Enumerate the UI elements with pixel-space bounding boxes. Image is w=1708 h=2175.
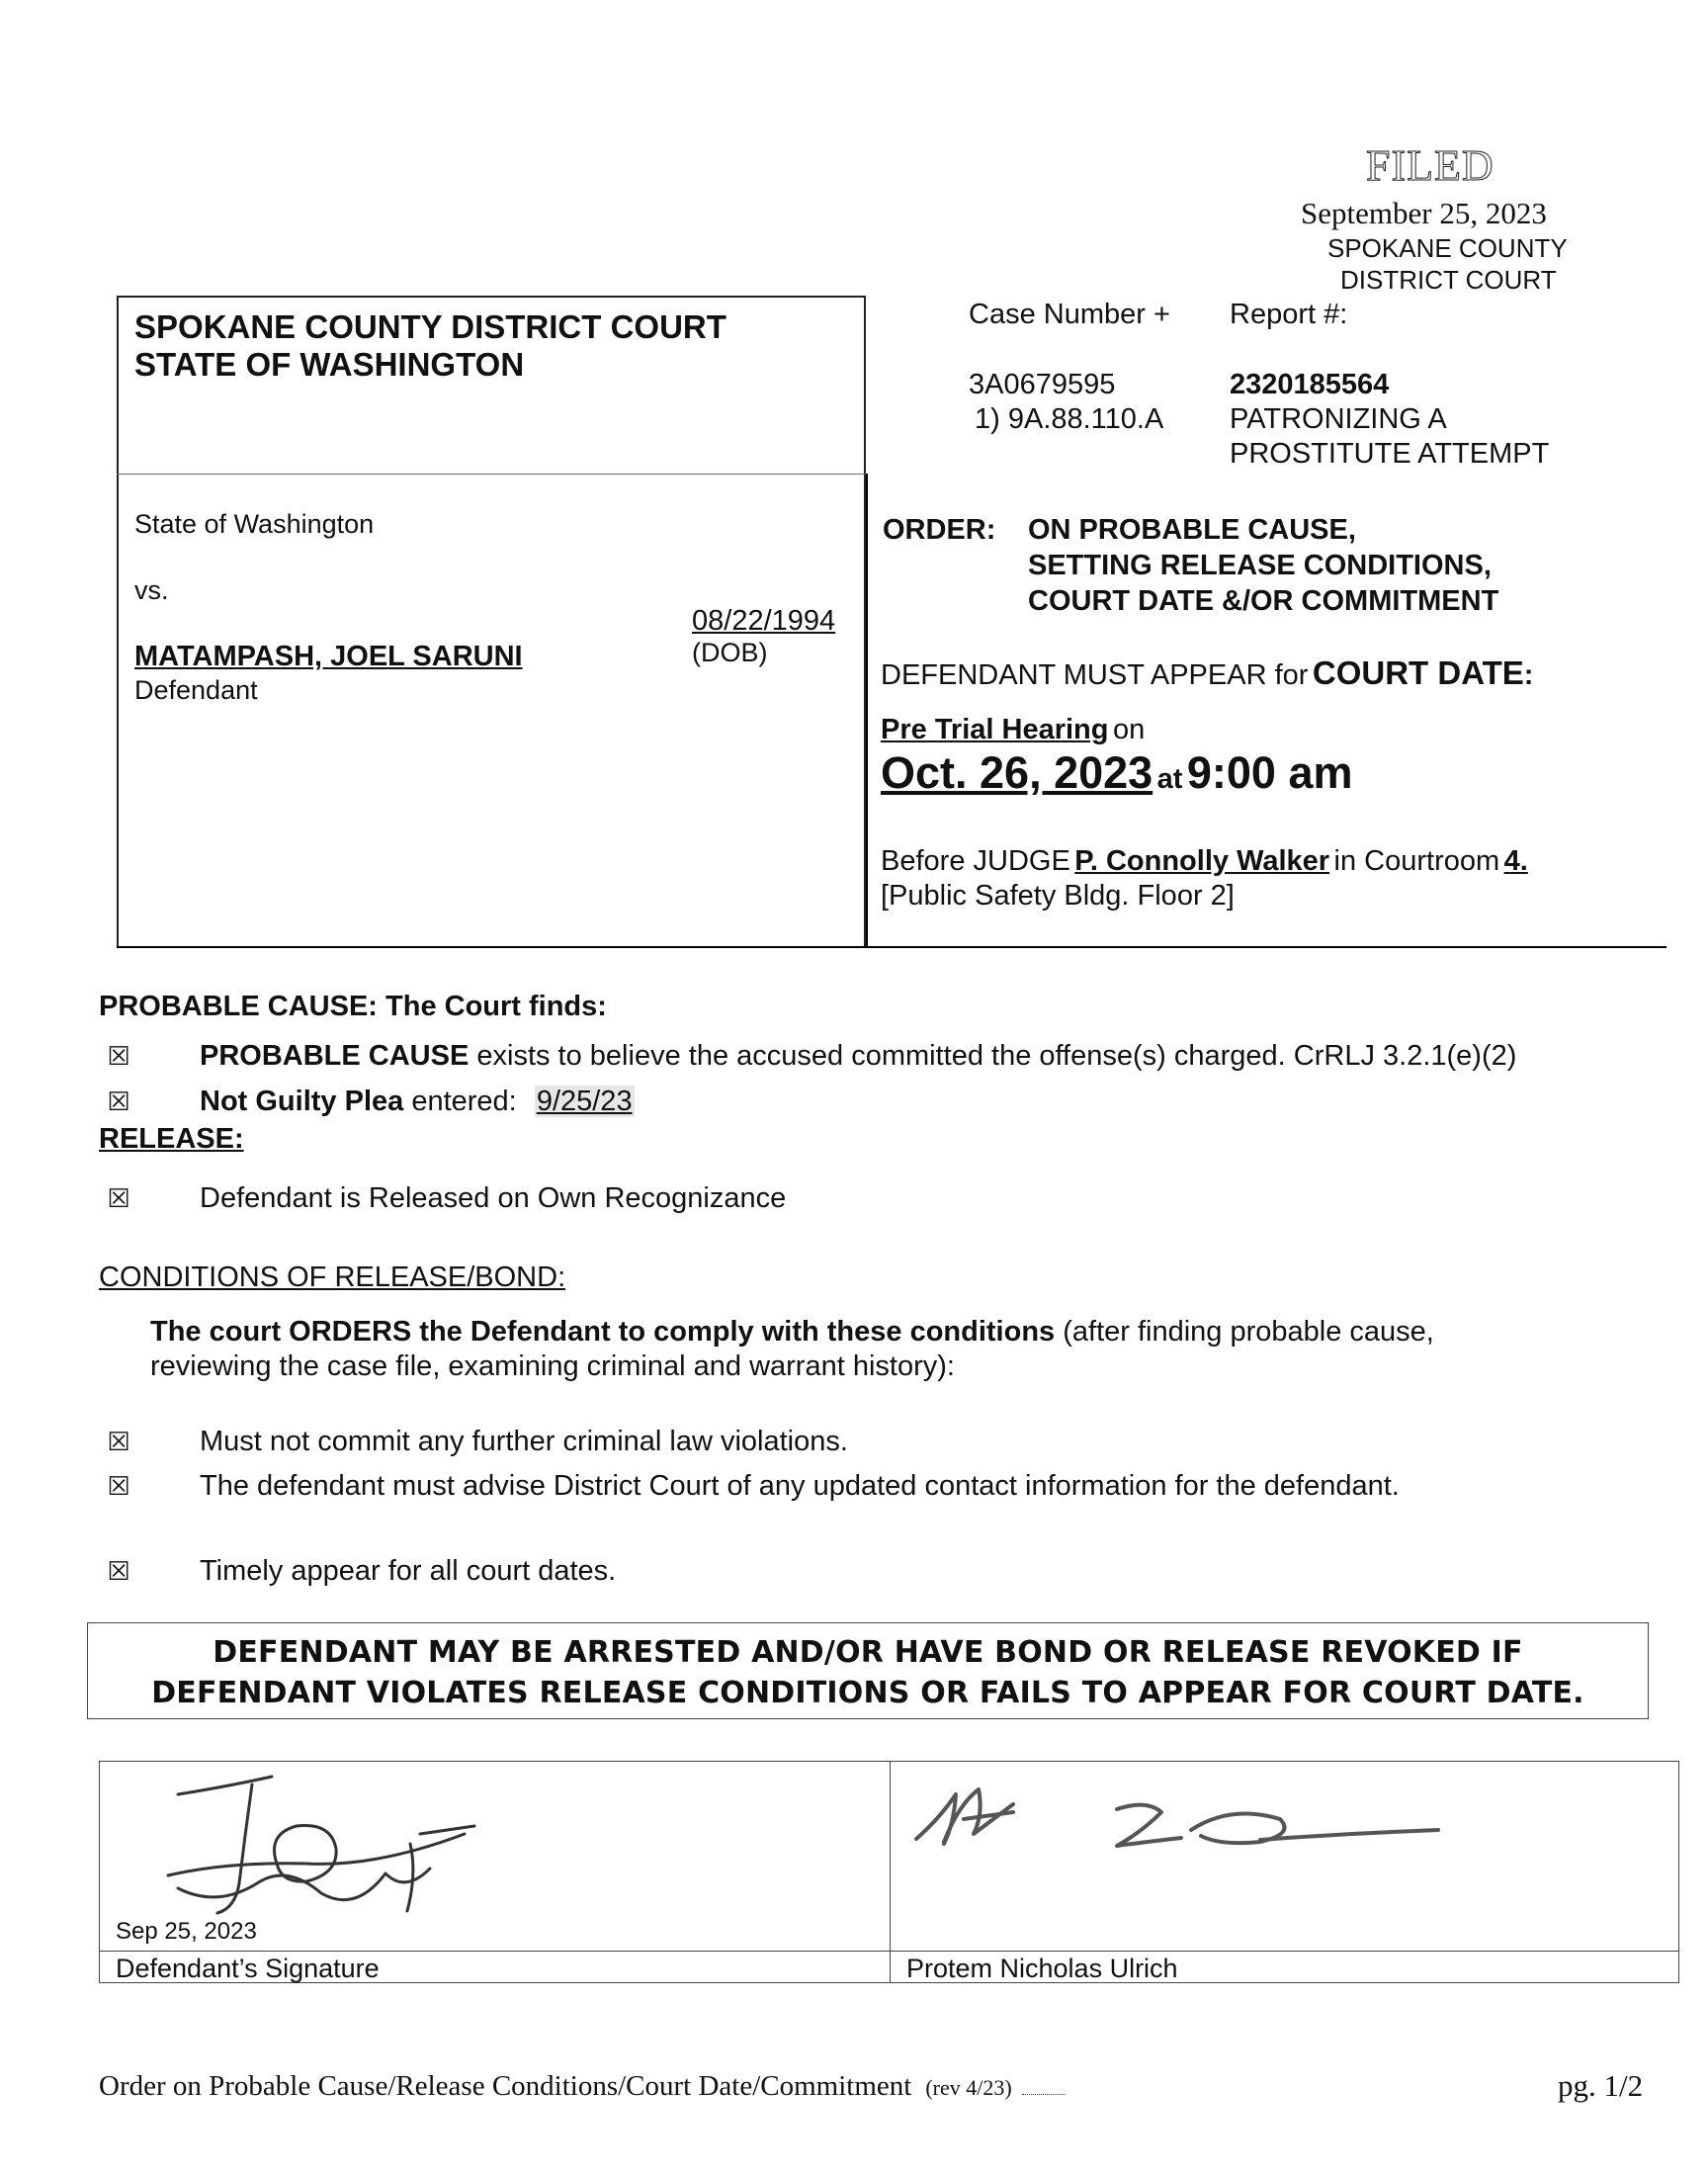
before-judge: Before JUDGE <box>881 845 1070 877</box>
plea-text: entered: <box>411 1086 517 1117</box>
conditions-intro-line2: reviewing the case file, examining criminal and warrant history): <box>150 1350 955 1382</box>
warning-box <box>87 1622 1649 1719</box>
court-location: [Public Safety Bldg. Floor 2] <box>881 880 1235 912</box>
defendant-sign-date: Sep 25, 2023 <box>116 1918 257 1945</box>
order-label: ORDER: <box>883 514 996 546</box>
plea-item <box>99 1086 635 1118</box>
filed-date: September 25, 2023 <box>1301 196 1547 230</box>
filed-court-line1: SPOKANE COUNTY <box>1327 233 1568 263</box>
conditions-intro-rest: (after finding probable cause, <box>1063 1316 1434 1348</box>
checkbox-checked-icon: ☒ <box>107 1088 130 1117</box>
charge-code: 1) 9A.88.110.A <box>975 403 1164 435</box>
footer-initials-line <box>1022 2094 1066 2095</box>
conditions-intro-bold: The court ORDERS the Defendant to comply with these conditions <box>150 1316 1056 1348</box>
judge-name: P. Connolly Walker <box>1074 845 1330 877</box>
plaintiff: State of Washington <box>134 509 375 539</box>
probable-cause-text: exists to believe the accused committed the offense(s) charged. CrRLJ 3.2.1(e)(2) <box>476 1040 1517 1072</box>
probable-cause-item <box>99 1040 1516 1073</box>
condition-item <box>99 1555 616 1588</box>
judge-signature <box>904 1765 1458 1883</box>
hearing-datetime <box>881 747 1353 799</box>
report-label: Report #: <box>1230 299 1348 330</box>
filed-stamp: FILED <box>1366 141 1494 190</box>
release-text: Defendant is Released on Own Recognizance <box>200 1182 787 1214</box>
hearing-on: on <box>1112 714 1146 745</box>
hearing-type: Pre Trial Hearing <box>881 714 1109 745</box>
charge-desc-line2: PROSTITUTE ATTEMPT <box>1230 438 1550 470</box>
warning-line2: DEFENDANT VIOLATES RELEASE CONDITIONS OR FAILS TO APPEAR FOR COURT DATE. <box>151 1676 1584 1710</box>
checkbox-checked-icon: ☒ <box>107 1472 130 1502</box>
defendant-signature <box>158 1765 494 1918</box>
caption-right-rule <box>866 474 868 948</box>
case-number-label: Case Number + <box>969 299 1170 330</box>
courtroom-number: 4. <box>1503 845 1528 877</box>
filed-court-line2: DISTRICT COURT <box>1340 265 1557 295</box>
judge-signature-label: Protem Nicholas Ulrich <box>906 1954 1178 1983</box>
caption-divider <box>117 474 866 475</box>
must-appear-text: DEFENDANT MUST APPEAR for <box>881 659 1309 691</box>
condition-text: Must not commit any further criminal law violations. <box>200 1426 848 1457</box>
defendant-role: Defendant <box>134 675 258 705</box>
footer-form-title: Order on Probable Cause/Release Conditions/Court Date/Commitment <box>99 2070 912 2102</box>
defendant-dob: 08/22/1994 <box>692 605 836 637</box>
court-name: SPOKANE COUNTY DISTRICT COURT <box>134 308 726 345</box>
hearing-date: Oct. 26, 2023 <box>881 747 1153 798</box>
defendant-name: MATAMPASH, JOEL SARUNI <box>134 641 523 672</box>
release-item <box>99 1182 786 1215</box>
case-number: 3A0679595 <box>969 369 1116 400</box>
report-number: 2320185564 <box>1230 369 1390 400</box>
in-courtroom: in Courtroom <box>1333 845 1500 877</box>
footer-title <box>99 2070 1066 2103</box>
checkbox-checked-icon: ☒ <box>107 1184 130 1214</box>
header-bottom-rule <box>117 946 1666 948</box>
must-appear <box>881 654 1533 692</box>
condition-text: The defendant must advise District Court of any updated contact information for the defendant. <box>200 1470 1400 1502</box>
footer-revision: (rev 4/23) <box>925 2075 1012 2100</box>
dob-label: (DOB) <box>692 638 768 667</box>
condition-text: Timely appear for all court dates. <box>200 1555 617 1587</box>
charge-desc-line1: PATRONIZING A <box>1230 403 1447 435</box>
court-state: STATE OF WASHINGTON <box>134 346 525 383</box>
probable-cause-heading: PROBABLE CAUSE: The Court finds: <box>99 991 607 1022</box>
plea-bold: Not Guilty Plea <box>200 1086 404 1117</box>
order-line1: ON PROBABLE CAUSE, <box>1028 514 1356 546</box>
hearing-at: at <box>1156 763 1183 795</box>
hearing-time: 9:00 am <box>1186 747 1353 798</box>
checkbox-checked-icon: ☒ <box>107 1557 130 1587</box>
defendant-signature-label: Defendant’s Signature <box>116 1954 380 1983</box>
order-line3: COURT DATE &/OR COMMITMENT <box>1028 585 1499 617</box>
conditions-intro <box>150 1316 1434 1348</box>
probable-cause-bold: PROBABLE CAUSE <box>200 1040 470 1072</box>
court-date-colon: : <box>1523 659 1534 691</box>
condition-item <box>99 1426 848 1458</box>
order-line2: SETTING RELEASE CONDITIONS, <box>1028 550 1492 581</box>
court-date-label: COURT DATE <box>1312 654 1524 691</box>
hearing-line <box>881 714 1145 746</box>
condition-item <box>99 1470 1400 1503</box>
versus: vs. <box>134 575 169 605</box>
warning-line1: DEFENDANT MAY BE ARRESTED AND/OR HAVE BOND OR RELEASE REVOKED IF <box>213 1635 1523 1670</box>
checkbox-checked-icon: ☒ <box>107 1042 130 1072</box>
judge-line <box>881 845 1528 878</box>
signature-row-divider <box>99 1951 1679 1952</box>
plea-date: 9/25/23 <box>536 1086 633 1117</box>
release-heading: RELEASE: <box>99 1123 244 1155</box>
page-number: pg. 1/2 <box>1558 2068 1644 2103</box>
checkbox-checked-icon: ☒ <box>107 1428 130 1457</box>
conditions-heading: CONDITIONS OF RELEASE/BOND: <box>99 1262 566 1293</box>
